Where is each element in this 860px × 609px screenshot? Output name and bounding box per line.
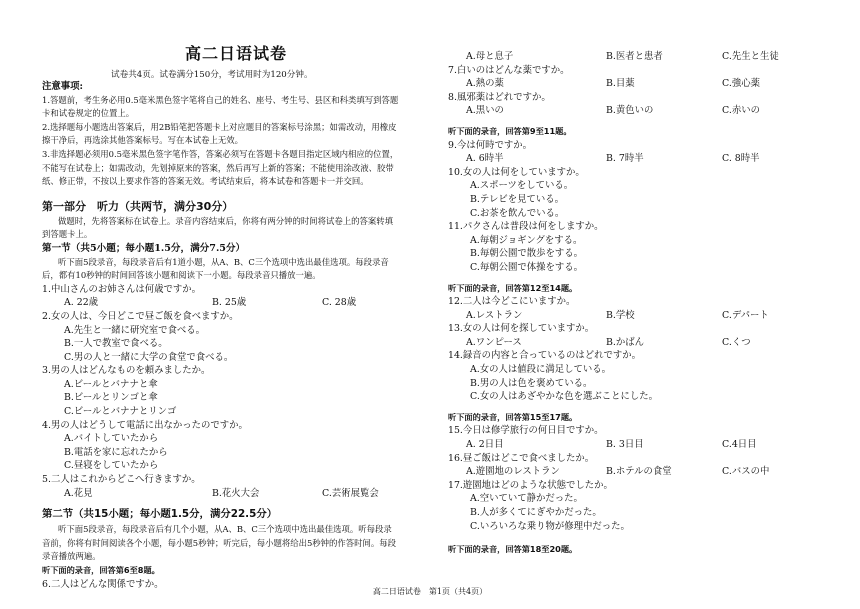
question-options [448,438,848,452]
option-a: A.ワンピース [466,336,522,348]
option-b: B.毎朝公園で散歩をする。 [470,248,583,260]
right-column [448,50,848,557]
listening-header: 听下面的录音，回答第18至20题。 [448,544,578,555]
option-b: B.男の人は色を褒めている。 [470,377,593,389]
question-stem: 11.パクさんは普段は何をしますか。 [448,221,604,233]
notice-line: 纸、修正带，不按以上要求作答的答案无效。考试结束后，将本试卷和答题卡一并交回。 [42,176,369,187]
listening-header: 听下面的录音，回答第12至14题。 [448,282,578,293]
question-stem: 15.今日は修学旅行の何日目ですか。 [448,425,604,437]
option-b: B.黄色いの [606,105,654,117]
question-stem: 2.女の人は、今日どこで昼ご飯を食べますか。 [42,310,239,322]
option-a: A.バイトしていたから [64,433,159,445]
question-stem: 10.女の人は何をしていますか。 [448,166,585,178]
option-a: A.母と息子 [466,51,514,62]
question-stem: 12.二人は今どこにいますか。 [448,296,576,308]
question-stem: 8.風邪薬はどれですか。 [448,91,551,103]
option-b: B.ビールとリンゴと傘 [64,392,158,404]
notice-line: 2.选择题每小题选出答案后，用2B铅笔把答题卡上对应题目的答案标号涂黑；如需改动，用橡皮 [42,121,397,132]
option-c: C. 28歳 [322,297,357,309]
option-c: C.芸術展覧会 [322,487,379,499]
notice-line: 3.非选择题必须用0.5毫米黑色签字笔作答，答案必须写在答题卡各题目指定区域内相应的位置， [42,148,399,159]
section2-intro-line: 音前，你将有时间阅读各个小题，每小题5秒钟；听完后，每小题将给出5秒钟的作答时间。每段 [42,537,397,548]
question-stem: 16.昼ご飯はどこで食べましたか。 [448,452,595,464]
listening-header: 听下面的录音，回答第15至17题。 [448,411,578,422]
option-c: C.毎朝公園で体操をする。 [470,261,583,273]
option-a: A.スポーツをしている。 [470,180,574,192]
option-b: B.医者と患者 [606,51,663,62]
option-b: B. 25歳 [212,297,247,309]
notice-heading: 注意事项: [42,81,83,92]
option-c: C.強心薬 [722,78,760,90]
option-b: B.ホテルの食堂 [606,466,672,478]
option-b: B. 7時半 [606,153,644,165]
option-a: A.女の人は値段に満足している。 [470,364,612,376]
question-stem: 17.遊園地はどのような状態でしたか。 [448,479,613,491]
option-a: A.先生と一緒に研究室で食べる。 [64,324,206,336]
notice-line: 1.答题前，考生务必用0.5毫米黑色签字笔将自己的姓名、座号、考生号、县区和科类填写到答题 [42,94,399,105]
question-options [448,336,848,350]
option-b: B.花火大会 [212,487,260,499]
question-options [42,487,422,501]
question-stem: 14.録音の内容と合っているのはどれですか。 [448,350,642,362]
option-c: C.4日目 [722,439,757,451]
question-stem: 9.今は何時ですか。 [448,139,532,151]
option-b: B.目薬 [606,78,635,90]
option-c: C.赤いの [722,105,760,117]
notice-line: 卡和试卷规定的位置上。 [42,108,135,119]
option-b: B.かばん [606,336,644,348]
option-a: A.レストラン [466,309,523,321]
option-a: A.ビールとバナナと傘 [64,378,158,390]
question-stem: 13.女の人は何を探していますか。 [448,323,595,335]
question-stem: 6.二人はどんな関係ですか。 [42,578,164,590]
option-a: A. 2日目 [466,439,504,451]
part1-intro-line: 到答题卡上。 [42,229,93,240]
section2-intro-line: 录音播放两遍。 [42,551,101,562]
option-c: C.バスの中 [722,466,770,478]
option-c: C.女の人はあざやかな色を選ぶことにした。 [470,391,658,403]
part1-intro-line: 做题时，先将答案标在试卷上。录音内容结束后，你将有两分钟的时间将试卷上的答案转填 [58,215,393,226]
section2-intro-line: 听下面5段录音，每段录音后有几个小题，从A、B、C三个选项中选出最佳选项。听每段录 [58,524,392,535]
option-a: A. 6時半 [466,153,504,165]
option-b: B. 3日目 [606,439,644,451]
question-options [448,77,848,91]
option-a: A.熱の薬 [466,78,504,90]
option-a: A.花見 [64,487,93,499]
section1-intro-line: 后，都有10秒钟的时间回答该小题和阅读下一小题。每段录音只播放一遍。 [42,270,321,281]
option-a: A.遊園地のレストラン [466,466,560,478]
part1-title: 第一部分 听力（共两节，满分30分） [42,199,234,213]
option-c: C.くつ [722,336,751,348]
option-c: C.いろいろな乗り物が修理中だった。 [470,520,630,532]
page-footer: 高二日语试卷 第1页（共4页） [372,587,488,596]
option-a: A.空いていて静かだった。 [470,493,583,505]
option-c: C.昼寝をしていたから [64,460,159,472]
option-c: C.デパート [722,309,769,321]
section1-title: 第一节（共5小题；每小题1.5分，满分7.5分） [42,242,246,254]
option-c: C. 8時半 [722,153,760,165]
question-stem: 7.白いのはどんな薬ですか。 [448,64,570,76]
notice-line: 擦干净后，再选涂其他答案标号。写在本试卷上无效。 [42,135,243,146]
option-b: B.一人で教室で食べる。 [64,338,168,350]
question-stem: 4.男の人はどうして電話に出なかったのですか。 [42,419,248,431]
option-c: C.お茶を飲んでいる。 [470,207,565,219]
listening-header: 听下面的录音，回答第9至11题。 [448,125,572,136]
question-options [448,104,848,118]
question-stem: 1.中山さんのお姉さんは何歳ですか。 [42,283,201,295]
question-options [448,152,848,166]
question-options [448,309,848,323]
exam-title: 高二日语试卷 [185,44,288,63]
question-options [42,296,422,310]
exam-subtitle: 试卷共4页。试卷满分150分，考试用时为120分钟。 [111,70,313,80]
section1-intro-line: 听下面5段录音，每段录音后有1道小题，从A、B、C三个选项中选出最佳选项。每段录音 [58,256,389,267]
notice-line: 不能写在试卷上；如需改动，先划掉原来的答案，然后再写上新的答案；不能使用涂改液、胶带 [42,162,394,173]
question-stem: 3.男の人はどんなものを頼みましたか。 [42,365,211,377]
question-options [448,465,848,479]
option-a: A. 22歳 [64,297,99,309]
option-a: A.黒いの [466,105,504,117]
option-b: B.学校 [606,309,635,321]
option-a: A.毎朝ジョギングをする。 [470,234,583,246]
section2-title: 第二节（共15小题；每小题1.5分，满分22.5分） [42,508,278,521]
option-b: B.テレビを見ている。 [470,193,565,205]
option-b: B.人が多くてにぎやかだった。 [470,507,602,518]
option-b: B.電話を家に忘れたから [64,446,168,458]
option-c: C.ビールとバナナとリンゴ [64,406,177,418]
listening-header: 听下面的录音，回答第6至8题。 [42,565,160,575]
left-column [42,80,422,591]
question-stem: 5.二人はこれからどこへ行きますか。 [42,474,201,486]
question-options [448,50,848,64]
option-c: C.男の人と一緒に大学の食堂で食べる。 [64,351,234,363]
option-c: C.先生と生徒 [722,51,779,62]
